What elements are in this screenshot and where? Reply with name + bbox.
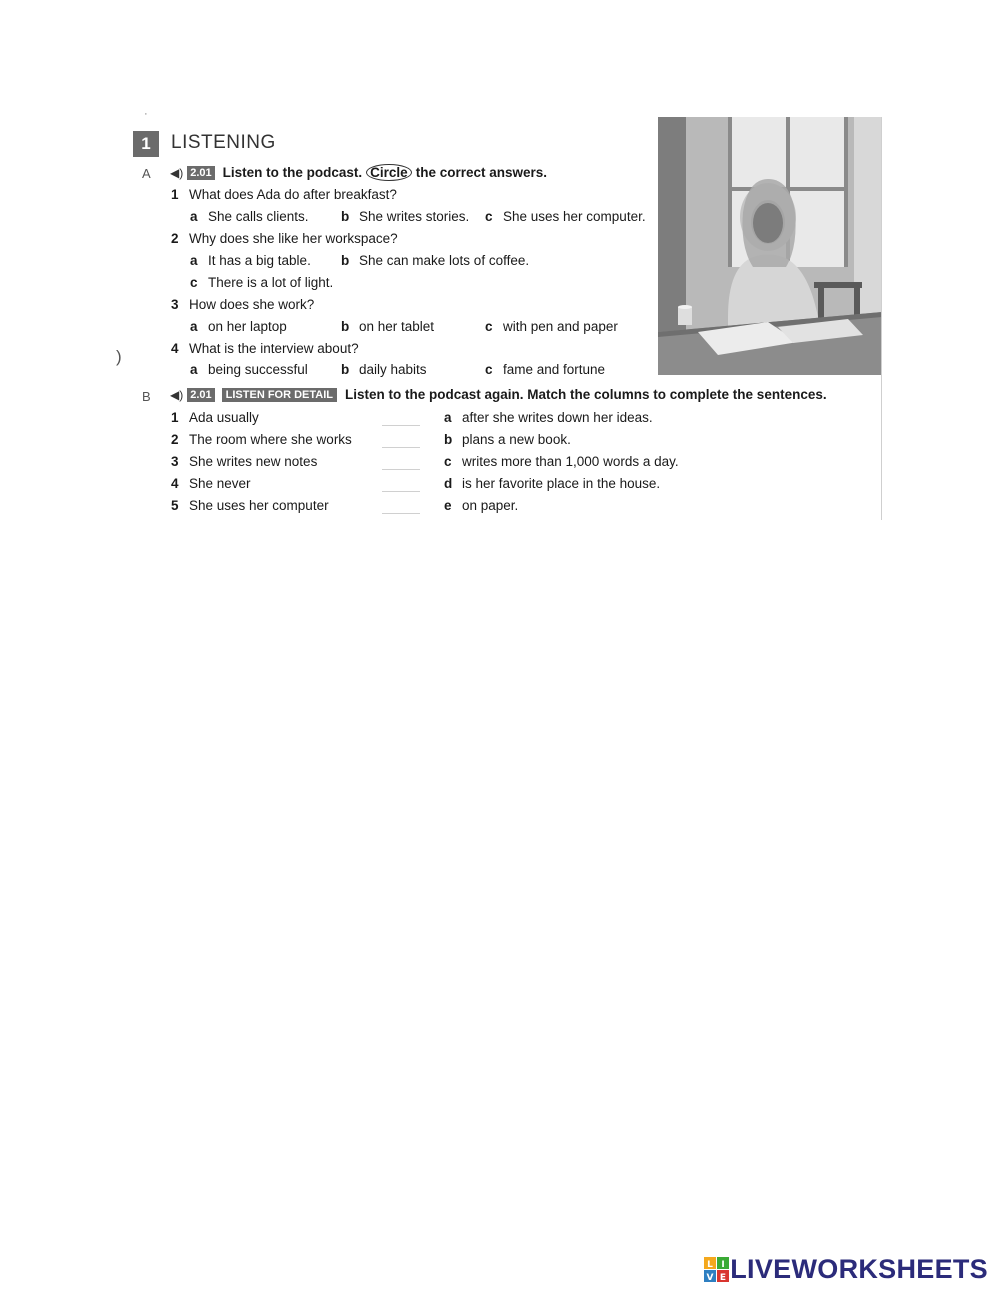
section-title: LISTENING — [171, 132, 276, 153]
option-text[interactable]: with pen and paper — [503, 319, 618, 334]
question-text: What does Ada do after breakfast? — [189, 187, 397, 202]
match-right-text: is her favorite place in the house. — [462, 476, 661, 491]
option-letter[interactable]: b — [341, 319, 350, 334]
option-letter[interactable]: c — [485, 209, 493, 224]
match-right-text: on paper. — [462, 498, 519, 513]
instruction-part1: Listen to the podcast. — [222, 165, 363, 180]
part-a-header — [170, 164, 547, 181]
liveworksheets-logo[interactable] — [704, 1254, 988, 1285]
part-b-instruction: Listen to the podcast again. Match the columns to complete the sentences. — [345, 387, 827, 402]
option-text[interactable]: fame and fortune — [503, 362, 606, 377]
option-text[interactable]: There is a lot of light. — [208, 275, 334, 290]
option-letter[interactable]: a — [190, 253, 198, 268]
svg-text:V: V — [706, 1272, 714, 1283]
match-left-text: She uses her computer — [189, 498, 329, 513]
match-left-number: 4 — [171, 476, 179, 491]
answer-blank[interactable] — [382, 513, 420, 514]
match-left-number: 1 — [171, 410, 179, 425]
match-right-letter: c — [444, 454, 452, 469]
match-left-text: Ada usually — [189, 410, 259, 425]
instruction-part2: the correct answers. — [415, 165, 548, 180]
match-left-text: The room where she works — [189, 432, 352, 447]
match-right-text: writes more than 1,000 words a day. — [462, 454, 679, 469]
top-mark: · — [144, 108, 148, 120]
match-left-number: 5 — [171, 498, 179, 513]
track-number: 2.01 — [187, 166, 214, 180]
match-right-text: plans a new book. — [462, 432, 571, 447]
answer-blank[interactable] — [382, 491, 420, 492]
question-text: What is the interview about? — [189, 341, 359, 356]
option-letter[interactable]: a — [190, 362, 198, 377]
option-text[interactable]: daily habits — [359, 362, 427, 377]
question-number: 2 — [171, 231, 179, 246]
option-text[interactable]: being successful — [208, 362, 308, 377]
liveworksheets-logo-icon — [704, 1257, 730, 1283]
match-left-text: She writes new notes — [189, 454, 318, 469]
instruction-circled-word: Circle — [366, 164, 412, 181]
option-letter[interactable]: c — [485, 362, 493, 377]
track-number: 2.01 — [187, 388, 214, 402]
question-number: 3 — [171, 297, 179, 312]
listen-for-detail-tag: LISTEN FOR DETAIL — [222, 388, 337, 402]
option-text[interactable]: She calls clients. — [208, 209, 309, 224]
match-left-number: 3 — [171, 454, 179, 469]
option-text[interactable]: on her tablet — [359, 319, 435, 334]
option-text[interactable]: She uses her computer. — [503, 209, 646, 224]
question-text: How does she work? — [189, 297, 315, 312]
option-letter[interactable]: c — [190, 275, 198, 290]
answer-blank[interactable] — [382, 447, 420, 448]
match-right-text: after she writes down her ideas. — [462, 410, 653, 425]
question-number: 4 — [171, 341, 179, 356]
speaker-icon[interactable]: ◀) — [170, 387, 184, 402]
match-right-letter: d — [444, 476, 453, 491]
woman-at-table-photo — [658, 117, 882, 375]
option-text[interactable]: It has a big table. — [208, 253, 311, 268]
option-text[interactable]: She writes stories. — [359, 209, 470, 224]
svg-text:I: I — [721, 1259, 725, 1270]
option-letter[interactable]: b — [341, 209, 350, 224]
match-left-number: 2 — [171, 432, 179, 447]
right-border-line — [881, 117, 882, 520]
logo-text: LIVEWORKSHEETS — [730, 1254, 988, 1284]
part-b-letter: B — [142, 389, 151, 404]
answer-blank[interactable] — [382, 469, 420, 470]
option-text[interactable]: on her laptop — [208, 319, 287, 334]
svg-text:L: L — [707, 1259, 714, 1270]
option-letter[interactable]: b — [341, 362, 350, 377]
match-left-text: She never — [189, 476, 251, 491]
answer-blank[interactable] — [382, 425, 420, 426]
section-number: 1 — [133, 131, 159, 157]
part-a-letter: A — [142, 166, 151, 181]
question-number: 1 — [171, 187, 179, 202]
margin-mark: ) — [116, 347, 122, 366]
svg-text:E: E — [720, 1272, 727, 1283]
match-right-letter: e — [444, 498, 452, 513]
part-b-header — [170, 387, 827, 402]
option-letter[interactable]: a — [190, 319, 198, 334]
match-right-letter: a — [444, 410, 452, 425]
speaker-icon[interactable]: ◀) — [170, 165, 184, 180]
option-letter[interactable]: a — [190, 209, 198, 224]
option-letter[interactable]: b — [341, 253, 350, 268]
question-text: Why does she like her workspace? — [189, 231, 398, 246]
option-letter[interactable]: c — [485, 319, 493, 334]
option-text[interactable]: She can make lots of coffee. — [359, 253, 530, 268]
match-right-letter: b — [444, 432, 453, 447]
